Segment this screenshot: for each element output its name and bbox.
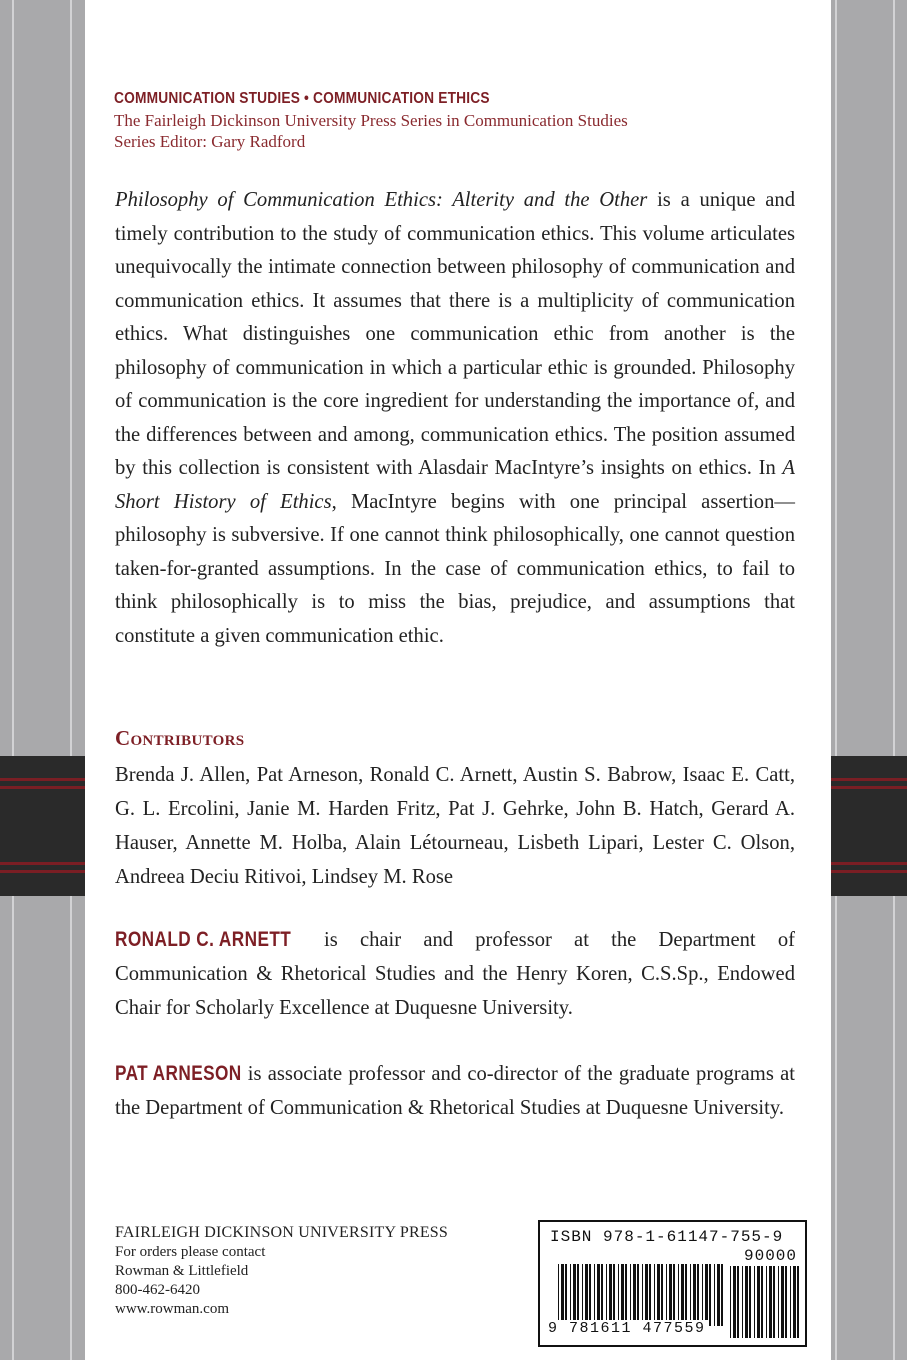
website: www.rowman.com bbox=[115, 1301, 230, 1317]
author-bio bbox=[115, 1057, 795, 1125]
left-rule-inner bbox=[70, 0, 72, 1360]
price-addon-text: 90000 bbox=[743, 1247, 797, 1265]
author-bio bbox=[115, 923, 795, 1025]
description-part-1: is a unique and timely contribution to the study of communication ethics. This volume articulates unequivocally the intimate connection between philosophy of communication and communication ethics. It assumes that there is a multiplicity of communication ethics. What distinguishes one communication ethic from another is the philosophy of communication in which a particular ethic is grounded. Philosophy of communication is the core ingredient for understanding the importance of, and the differences between and among, communication ethics. The position assumed by this collection is consistent with Alasdair MacIntyre’s insights on ethics. In bbox=[115, 189, 795, 479]
barcode-bars-icon bbox=[558, 1264, 723, 1326]
isbn-text: ISBN 978-1-61147-755-9 bbox=[550, 1228, 784, 1246]
back-cover-panel bbox=[85, 0, 831, 1360]
description-part-2: , MacIntyre begins with one principal assertion—philosophy is subversive. If one cannot think philosophically, one cannot question taken-for-granted assumptions. In the case of communication ethics, to fail to think philosophically is to miss the bias, prejudice, and assumptions that constitute a given communication ethic. bbox=[115, 490, 795, 647]
contributors-list: Brenda J. Allen, Pat Arneson, Ronald C. Arnett, Austin S. Babrow, Isaac E. Catt, G. L. Ercolini, Janie M. Harden Fritz, Pat J. Gehrke, John B. Hatch, Gerard A. Hauser, Annette M. Holba, Alain Létourneau, Lisbeth Lipari, Lester C. Olson, Andreea Deciu Ritivoi, Lindsey M. Rose bbox=[115, 764, 795, 888]
distributor: Rowman & Littlefield bbox=[115, 1263, 249, 1279]
contributors-heading: Contributors bbox=[115, 726, 245, 750]
series-name: The Fairleigh Dickinson University Press Series in Communication Studies bbox=[114, 111, 628, 130]
author-bio-text: is chair and professor at the Department of Communication & Rhetorical Studies and the Henry Koren, C.S.Sp., Endowed Chair for Scholarly Excellence at Duquesne University. bbox=[115, 929, 795, 1019]
book-title: Philosophy of Communication Ethics: Alterity and the Other bbox=[115, 189, 648, 211]
publisher-name: FAIRLEIGH DICKINSON UNIVERSITY PRESS bbox=[115, 1224, 448, 1241]
author-name: RONALD C. ARNETT bbox=[115, 928, 292, 951]
phone-number: 800-462-6420 bbox=[115, 1282, 200, 1298]
cited-book-title: A Short History of Ethics bbox=[115, 457, 795, 513]
ean-digits: 9 781611 477559 bbox=[548, 1320, 706, 1337]
order-contact: For orders please contact bbox=[115, 1244, 266, 1260]
left-rule-outer bbox=[12, 0, 14, 1360]
right-rule-inner bbox=[835, 0, 837, 1360]
barcode bbox=[538, 1220, 807, 1347]
book-description bbox=[115, 184, 795, 653]
right-rule-outer bbox=[893, 0, 895, 1360]
addon-bars-icon bbox=[730, 1266, 800, 1338]
author-bio-text: is associate professor and co-director of the graduate programs at the Department of Communication & Rhetorical Studies at Duquesne University. bbox=[115, 1063, 795, 1119]
publisher-info bbox=[115, 1223, 448, 1319]
series-info bbox=[114, 88, 794, 152]
series-editor: Series Editor: Gary Radford bbox=[114, 132, 306, 151]
series-tags: COMMUNICATION STUDIES • COMMUNICATION ETHICS bbox=[114, 90, 490, 107]
author-name: PAT ARNESON bbox=[115, 1062, 242, 1085]
